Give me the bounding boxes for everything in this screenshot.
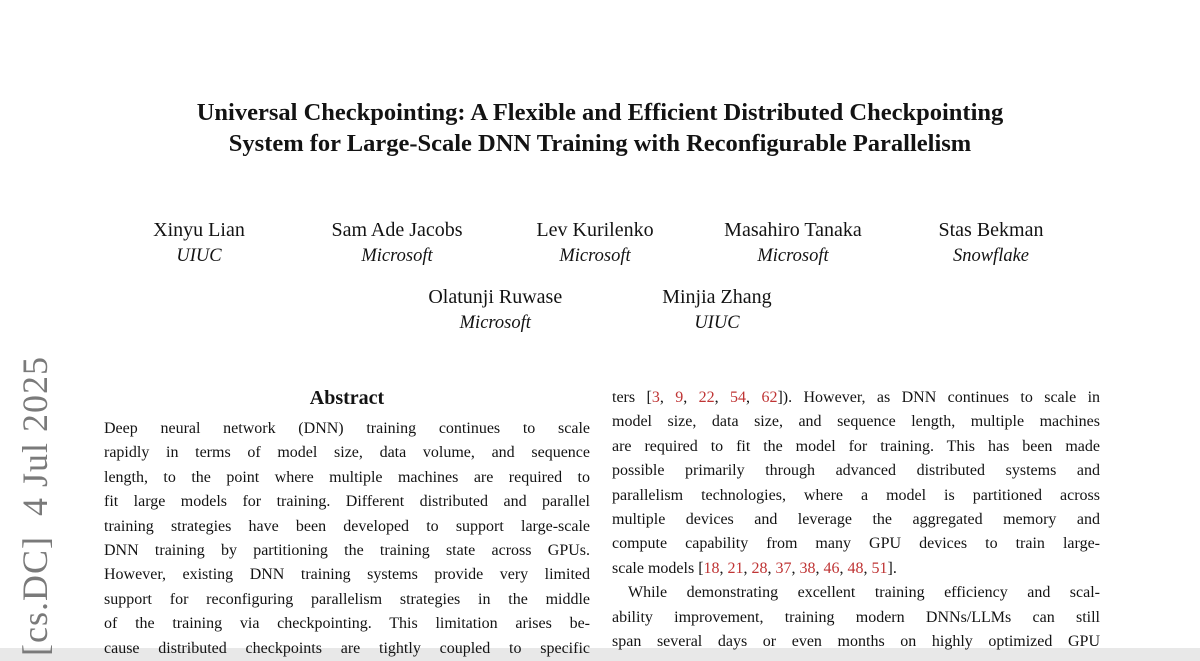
citation-link[interactable]: 51 bbox=[871, 559, 888, 577]
right-column bbox=[612, 386, 1100, 654]
text-line: possible primarily through advanced distributed systems and bbox=[612, 462, 1100, 480]
author-name: Lev Kurilenko bbox=[536, 219, 654, 241]
text-line: are required to fit the model for training. This has been made bbox=[612, 437, 1100, 455]
citation-link[interactable]: 48 bbox=[847, 559, 864, 577]
text-line: fit large models for training. Different distributed and parallel bbox=[104, 493, 590, 511]
abstract-body bbox=[104, 417, 590, 661]
author-affiliation: Snowflake bbox=[952, 246, 1030, 266]
author-name: Olatunji Ruwase bbox=[428, 286, 563, 308]
author-affiliation: Microsoft bbox=[757, 246, 829, 266]
text-line: support for reconfiguring parallelism strategies in the middle bbox=[104, 590, 590, 608]
author-block bbox=[100, 217, 298, 269]
text-line: compute capability from many GPU devices to train large- bbox=[612, 535, 1100, 553]
text-line: scale models [18, 21, 28, 37, 38, 46, 48, 51]. bbox=[612, 559, 897, 577]
author-row-1 bbox=[100, 217, 1090, 269]
author-name: Stas Bekman bbox=[938, 219, 1044, 241]
paper-title-line1: Universal Checkpointing: A Flexible and Efficient Distributed Checkpointing bbox=[196, 99, 1004, 126]
author-affiliation: Microsoft bbox=[559, 246, 631, 266]
text-line: Deep neural network (DNN) training continues to scale bbox=[104, 420, 590, 437]
citation-link[interactable]: 38 bbox=[799, 559, 816, 577]
author-block bbox=[496, 217, 694, 269]
citation-link[interactable]: 21 bbox=[727, 559, 744, 577]
arxiv-watermark: [cs.DC] 4 Jul 2025 bbox=[15, 356, 55, 656]
author-block bbox=[298, 217, 496, 269]
citation-link[interactable]: 62 bbox=[761, 389, 778, 406]
author-block bbox=[892, 217, 1090, 269]
citation-link[interactable]: 46 bbox=[823, 559, 840, 577]
author-affiliation: Microsoft bbox=[459, 313, 531, 333]
author-name: Xinyu Lian bbox=[153, 219, 245, 241]
text-line: rapidly in terms of model size, data volume, and sequence bbox=[104, 444, 590, 462]
paper-title bbox=[0, 97, 1200, 159]
author-row-2 bbox=[0, 284, 1200, 336]
text-line: While demonstrating excellent training efficiency and scal- bbox=[628, 584, 1100, 602]
author-name: Sam Ade Jacobs bbox=[331, 219, 463, 241]
text-line: DNN training by partitioning the training state across GPUs. bbox=[104, 542, 590, 560]
left-column bbox=[104, 385, 590, 661]
author-affiliation: UIUC bbox=[176, 246, 222, 266]
text-line: model size, data size, and sequence length, multiple machines bbox=[612, 413, 1100, 431]
author-affiliation: UIUC bbox=[694, 313, 740, 333]
text-line: However, existing DNN training systems provide very limited bbox=[104, 566, 590, 584]
text-line: parallelism technologies, where a model is partitioned across bbox=[612, 486, 1100, 504]
citation-link[interactable]: 37 bbox=[775, 559, 792, 577]
citation-link[interactable]: 18 bbox=[703, 559, 720, 577]
author-affiliation: Microsoft bbox=[361, 246, 433, 266]
text-line: of the training via checkpointing. This limitation arises be- bbox=[104, 615, 590, 633]
author-block bbox=[662, 284, 771, 336]
text-line: cause distributed checkpoints are tightly coupled to specific bbox=[104, 639, 590, 657]
text-line: multiple devices and leverage the aggregated memory and bbox=[612, 511, 1100, 529]
paper-title-line2: System for Large-Scale DNN Training with Reconfigurable Parallelism bbox=[228, 130, 972, 157]
author-name: Masahiro Tanaka bbox=[724, 219, 862, 241]
text-line: ability improvement, training modern DNNs/LLMs can still bbox=[612, 608, 1100, 626]
author-block bbox=[694, 217, 892, 269]
author-name: Minjia Zhang bbox=[662, 286, 772, 308]
citation-link[interactable]: 22 bbox=[698, 389, 715, 406]
citation-link[interactable]: 9 bbox=[675, 389, 684, 406]
text-line: training strategies have been developed to support large-scale bbox=[104, 517, 590, 535]
citation-link[interactable]: 28 bbox=[751, 559, 768, 577]
text-line: ters [3, 9, 22, 54, 62]). However, as DNN continues to scale in bbox=[612, 389, 1101, 406]
citation-link[interactable]: 3 bbox=[651, 389, 660, 406]
citation-link[interactable]: 54 bbox=[730, 389, 747, 406]
abstract-heading: Abstract bbox=[309, 387, 385, 409]
text-line: span several days or even months on highly optimized GPU bbox=[612, 633, 1100, 651]
author-block bbox=[428, 284, 562, 336]
text-line: length, to the point where multiple machines are required to bbox=[104, 468, 590, 486]
